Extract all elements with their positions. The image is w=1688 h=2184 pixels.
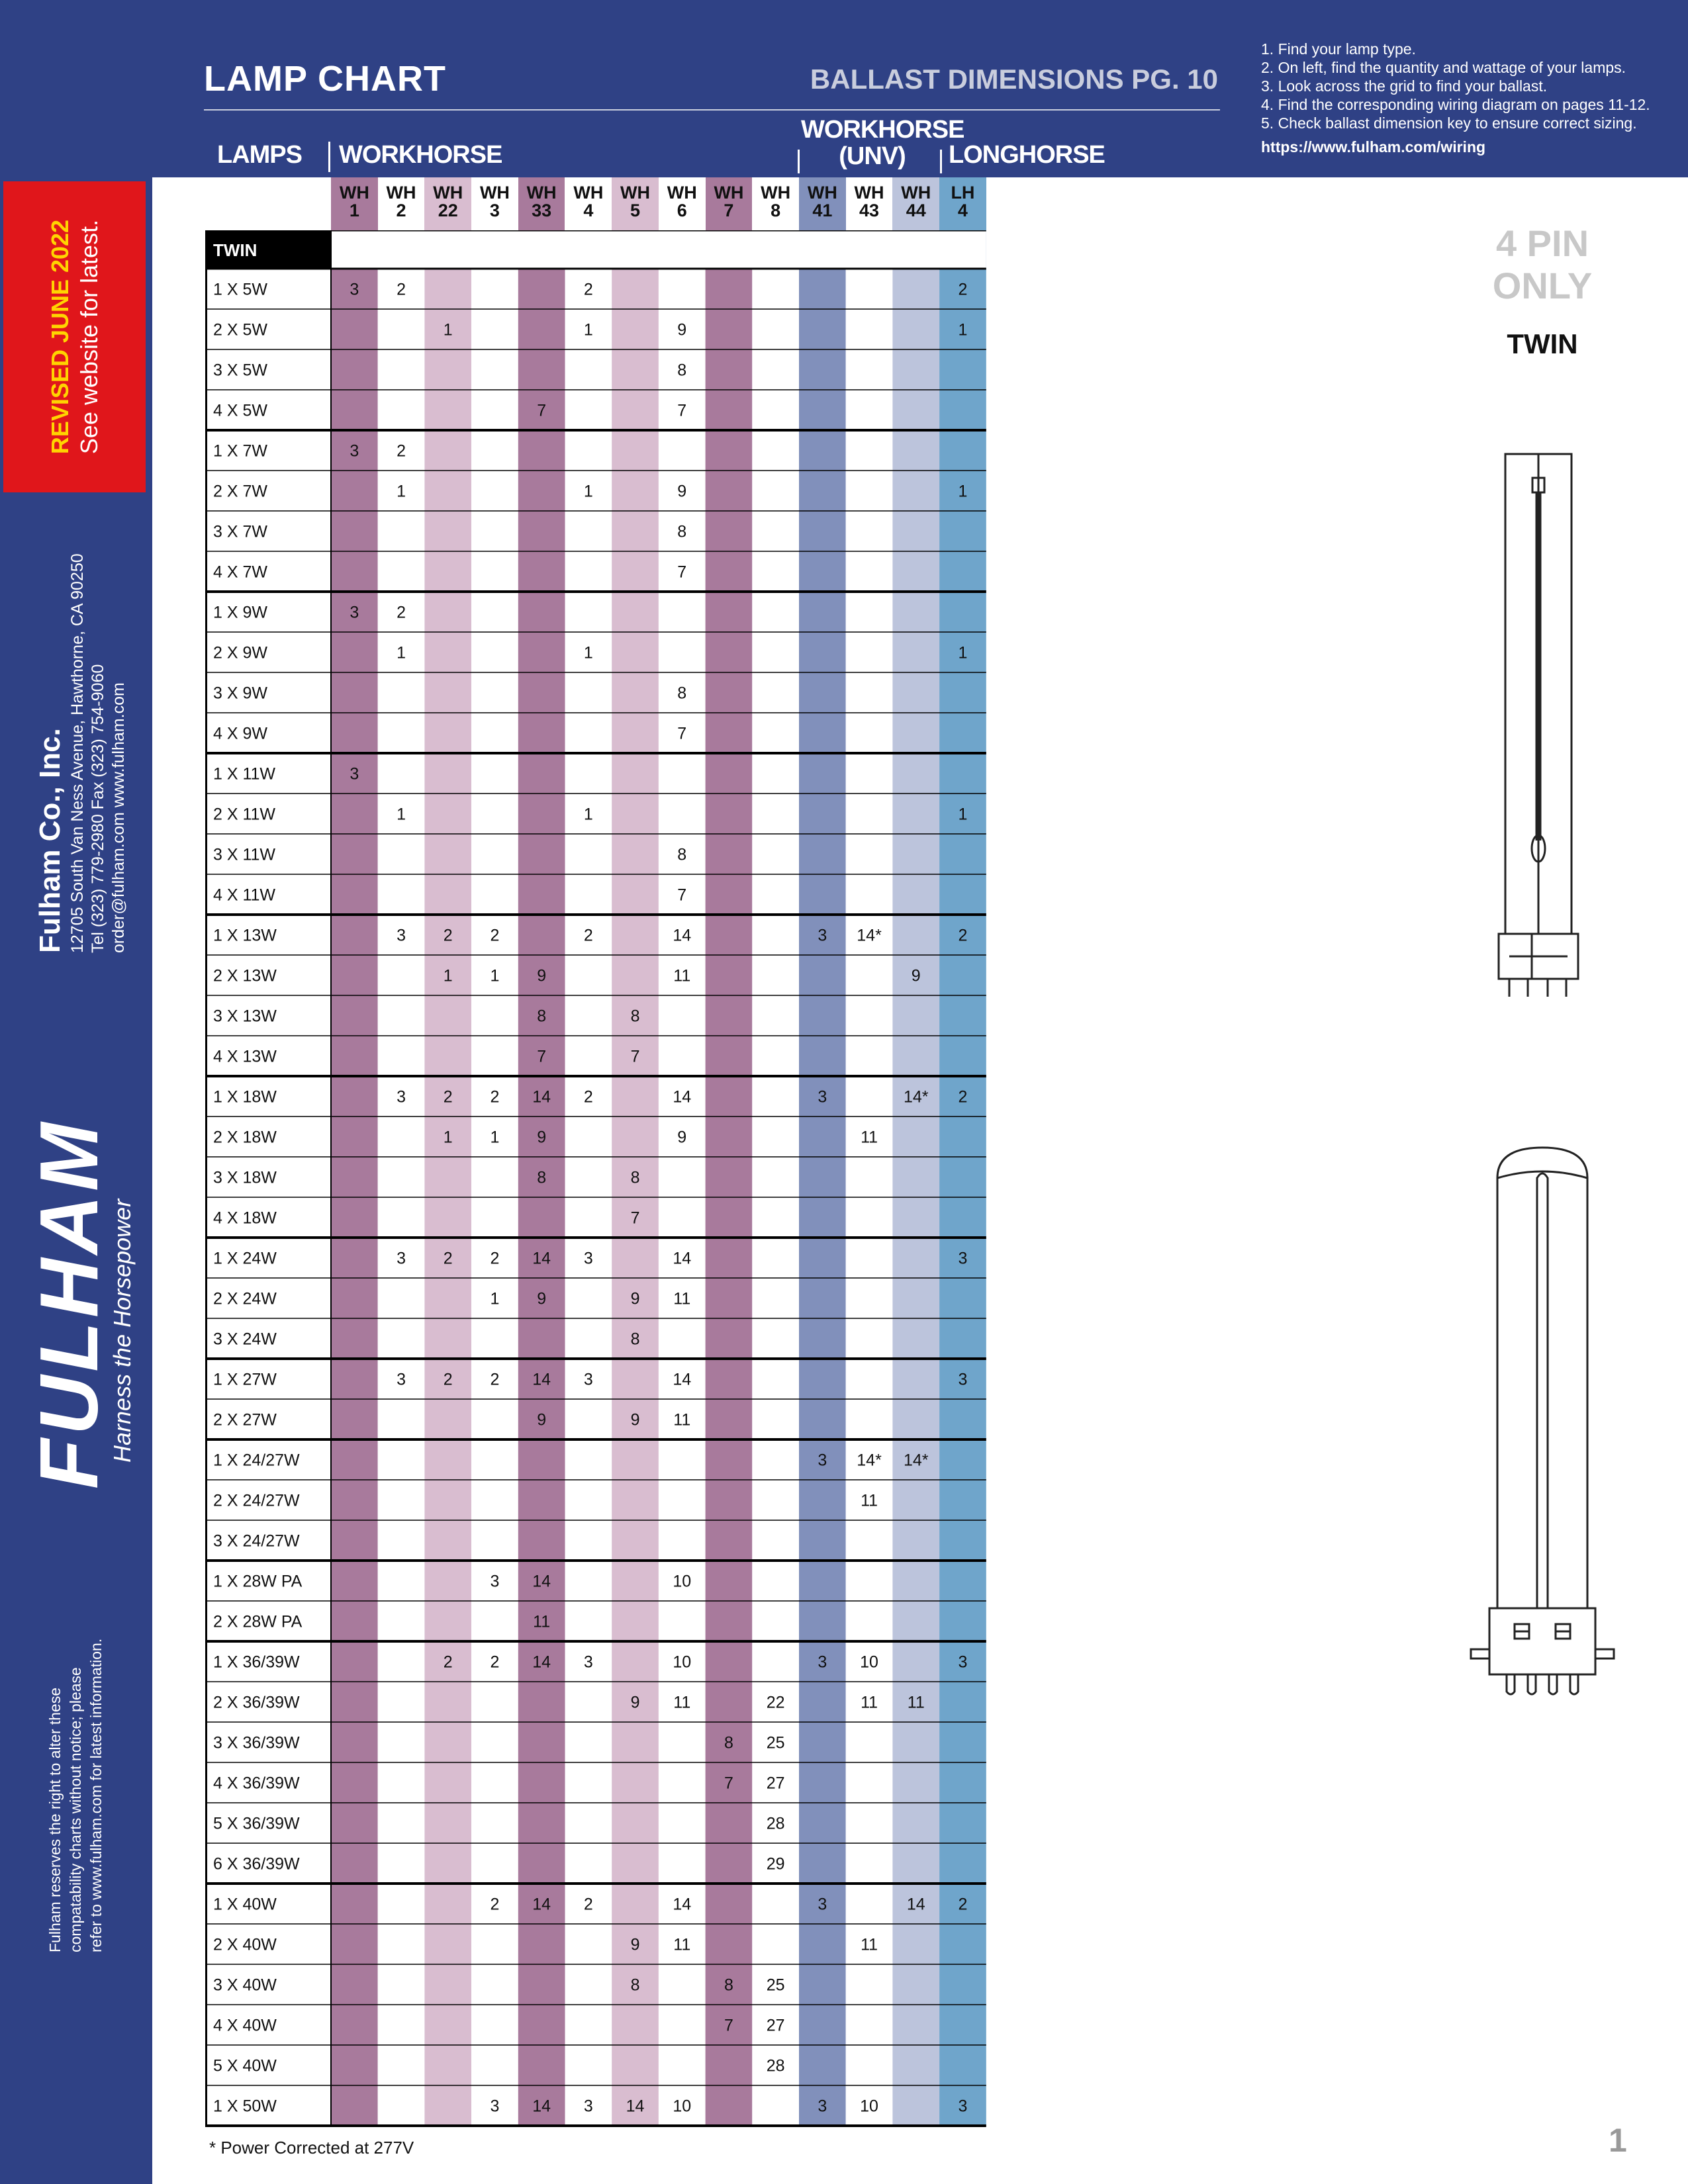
cell-value: 11	[673, 966, 691, 985]
row-label: 2 X 24W	[213, 1289, 277, 1308]
row-label: 1 X 24/27W	[213, 1451, 300, 1470]
row-label: 4 X 7W	[213, 563, 267, 582]
cell-value: 3	[490, 2097, 500, 2116]
cell-value: 8	[630, 1007, 640, 1026]
cell-value: 14	[532, 1572, 551, 1591]
cell-value: 3	[583, 1249, 593, 1268]
revised-date: REVISED JUNE 2022	[46, 219, 73, 455]
row-label: 3 X 7W	[213, 522, 267, 541]
column-header	[565, 184, 612, 220]
column-header-prefix: WH	[761, 183, 791, 203]
cell-value: 22	[766, 1693, 785, 1712]
cell-value: 2	[958, 280, 968, 299]
group-label-workhorse: WORKHORSE	[339, 141, 502, 169]
instructions	[1261, 40, 1650, 156]
column-header-prefix: WH	[386, 183, 416, 203]
lamp-base-flange	[1471, 1649, 1489, 1659]
cell-value: 2	[490, 1370, 500, 1389]
cell-value: 2	[583, 926, 593, 945]
pin-note-line1: 4 PIN	[1495, 222, 1589, 264]
cell-value: 14*	[857, 926, 882, 945]
cell-value: 2	[490, 926, 500, 945]
cell-value: 3	[397, 1370, 406, 1389]
lamp-pin	[1549, 1674, 1557, 1694]
column-header-number: 6	[677, 201, 687, 220]
instruction-step: 3. Look across the grid to find your ballast.	[1261, 77, 1548, 95]
cell-value: 10	[673, 1572, 692, 1591]
cell-value: 1	[583, 482, 593, 501]
column-header	[659, 184, 706, 220]
lamp-tube-divider	[1537, 1173, 1548, 1608]
cell-value: 11	[533, 1612, 551, 1631]
column-header-number: 22	[438, 201, 458, 220]
disclaimer-line: Fulham reserves the right to alter these	[46, 1687, 64, 1952]
cell-value: 9	[537, 1128, 547, 1147]
header-rule	[204, 109, 1220, 111]
cell-value: 27	[766, 2016, 785, 2035]
cell-value: 1	[490, 966, 500, 985]
cell-value: 14	[673, 1087, 692, 1107]
cell-value: 9	[677, 482, 687, 501]
column-header-prefix: WH	[667, 183, 697, 203]
column-header	[331, 184, 378, 220]
cell-value: 2	[490, 1895, 500, 1914]
column-header-prefix: WH	[479, 183, 510, 203]
lamp-pin	[1528, 1674, 1536, 1694]
cell-value: 3	[818, 1451, 827, 1470]
column-header-number: 44	[906, 201, 926, 220]
cell-value: 2	[583, 1087, 593, 1107]
column-band	[706, 230, 753, 2126]
disclaimer-line: refer to www.fulham.com for latest information.	[87, 1638, 105, 1952]
cell-value: 8	[677, 684, 687, 703]
group-label-lamps: LAMPS	[217, 141, 302, 169]
row-label: 2 X 18W	[213, 1128, 277, 1147]
cell-value: 14	[532, 2097, 551, 2116]
cell-value: 28	[766, 1814, 785, 1833]
twin-lamp-front-illustration	[1463, 443, 1582, 1013]
row-label: 1 X 9W	[213, 603, 267, 622]
row-label: 3 X 40W	[213, 1976, 277, 1995]
column-band	[565, 230, 612, 2126]
fulham-logo	[24, 1118, 136, 1489]
column-header-prefix: WH	[714, 183, 744, 203]
cell-value: 1	[958, 482, 968, 501]
column-header-number: 3	[489, 201, 500, 220]
cell-value: 3	[350, 764, 359, 784]
cell-value: 14	[532, 1087, 551, 1107]
lamp-tube-outline	[1497, 1148, 1587, 1608]
company-info	[33, 553, 129, 953]
row-label: 2 X 27W	[213, 1410, 277, 1430]
column-header-prefix: WH	[854, 183, 884, 203]
cell-value: 14*	[903, 1087, 929, 1107]
row-label: 2 X 36/39W	[213, 1693, 300, 1712]
pin-note-line2: ONLY	[1492, 265, 1593, 306]
group-divider	[798, 150, 800, 173]
cell-value: 3	[350, 603, 359, 622]
disclaimer	[45, 1639, 107, 1952]
column-header-number: 5	[630, 201, 641, 220]
lamp-compatibility-grid	[205, 230, 990, 2136]
column-header	[471, 184, 518, 220]
company-name: Fulham Co., Inc.	[34, 728, 66, 953]
cell-value: 9	[630, 1289, 640, 1308]
column-header-number: 4	[957, 201, 968, 220]
cell-value: 2	[958, 1895, 968, 1914]
cell-value: 3	[350, 441, 359, 461]
lamp-base	[1489, 1608, 1595, 1674]
cell-value: 1	[958, 320, 968, 340]
cell-value: 1	[958, 643, 968, 662]
cell-value: 2	[397, 441, 406, 461]
cell-value: 1	[958, 805, 968, 824]
column-band	[378, 230, 425, 2126]
row-label: 4 X 5W	[213, 401, 267, 420]
page-title: LAMP CHART	[204, 59, 446, 99]
cell-value: 7	[677, 724, 687, 743]
company-phone: Tel (323) 779-2980 Fax (323) 754-9060	[89, 664, 107, 953]
cell-value: 14	[532, 1370, 551, 1389]
cell-value: 25	[766, 1976, 785, 1995]
cell-value: 3	[818, 926, 827, 945]
column-header-number: 4	[583, 201, 594, 220]
logo-tagline: Harness the Horsepower	[109, 1199, 136, 1463]
cell-value: 3	[818, 1087, 827, 1107]
cell-value: 10	[860, 1653, 878, 1672]
instruction-step: 2. On left, find the quantity and wattage of your lamps.	[1261, 59, 1626, 76]
cell-value: 10	[673, 1653, 692, 1672]
row-label: 3 X 18W	[213, 1168, 277, 1187]
row-label: 1 X 7W	[213, 441, 267, 461]
pin-note	[1430, 222, 1655, 307]
cell-value: 1	[583, 805, 593, 824]
column-header-number: 41	[812, 201, 833, 220]
cell-value: 9	[630, 1935, 640, 1954]
cell-value: 11	[673, 1289, 691, 1308]
cell-value: 3	[350, 280, 359, 299]
column-band	[471, 230, 518, 2126]
cell-value: 2	[443, 1370, 453, 1389]
page-number: 1	[1609, 2122, 1627, 2159]
cell-value: 3	[818, 1895, 827, 1914]
cell-value: 1	[443, 320, 453, 340]
column-header	[612, 184, 659, 220]
row-label: 1 X 13W	[213, 926, 277, 945]
cell-value: 7	[630, 1208, 640, 1228]
cell-value: 2	[443, 1087, 453, 1107]
cell-value: 1	[397, 805, 406, 824]
cell-value: 3	[958, 1249, 968, 1268]
cell-value: 9	[537, 966, 547, 985]
cell-value: 9	[677, 1128, 687, 1147]
cell-value: 3	[818, 2097, 827, 2116]
column-header-prefix: WH	[339, 183, 369, 203]
cell-value: 14	[673, 1370, 692, 1389]
cell-value: 14*	[903, 1451, 929, 1470]
cell-value: 7	[537, 1047, 547, 1066]
cell-value: 2	[583, 1895, 593, 1914]
cell-value: 8	[630, 1976, 640, 1995]
row-label: 3 X 24W	[213, 1330, 277, 1349]
cell-value: 3	[958, 2097, 968, 2116]
row-label: 2 X 24/27W	[213, 1491, 300, 1510]
row-label: 2 X 40W	[213, 1935, 277, 1954]
row-label: 3 X 13W	[213, 1007, 277, 1026]
cell-value: 8	[630, 1330, 640, 1349]
cell-value: 2	[490, 1653, 500, 1672]
cell-value: 3	[818, 1653, 827, 1672]
row-label: 1 X 5W	[213, 280, 267, 299]
column-header	[799, 184, 846, 220]
lamp-type-label: TWIN	[1507, 328, 1578, 359]
cell-value: 1	[443, 1128, 453, 1147]
row-label: 1 X 36/39W	[213, 1653, 300, 1672]
cell-value: 7	[630, 1047, 640, 1066]
section-header-fill	[331, 230, 986, 269]
cell-value: 14	[532, 1249, 551, 1268]
row-label: 1 X 11W	[213, 764, 276, 784]
cell-value: 9	[630, 1410, 640, 1430]
cell-value: 10	[860, 2097, 878, 2116]
cell-value: 8	[724, 1976, 733, 1995]
cell-value: 14	[906, 1895, 925, 1914]
column-band	[846, 230, 893, 2126]
column-header	[424, 184, 471, 220]
column-band	[752, 230, 799, 2126]
footnote: * Power Corrected at 277V	[209, 2138, 414, 2158]
cell-value: 8	[724, 1733, 733, 1752]
column-band	[331, 230, 378, 2126]
instruction-step: 1. Find your lamp type.	[1261, 40, 1416, 58]
cell-value: 3	[958, 1653, 968, 1672]
cell-value: 2	[958, 1087, 968, 1107]
cell-value: 2	[490, 1087, 500, 1107]
column-band	[659, 230, 706, 2126]
row-label: 3 X 5W	[213, 361, 267, 380]
column-header-prefix: WH	[526, 183, 557, 203]
cell-value: 28	[766, 2056, 785, 2075]
cell-value: 3	[583, 1653, 593, 1672]
cell-value: 3	[397, 1087, 406, 1107]
cell-value: 8	[537, 1007, 547, 1026]
row-label: 5 X 40W	[213, 2056, 277, 2075]
cell-value: 7	[677, 401, 687, 420]
cell-value: 7	[724, 2016, 733, 2035]
row-label: 3 X 9W	[213, 684, 267, 703]
cell-value: 2	[443, 1653, 453, 1672]
column-header-number: 33	[532, 201, 552, 220]
group-divider	[328, 142, 330, 172]
cell-value: 9	[537, 1289, 547, 1308]
cell-value: 14	[673, 1895, 692, 1914]
cell-value: 1	[583, 643, 593, 662]
cell-value: 14*	[857, 1451, 882, 1470]
cell-value: 14	[673, 1249, 692, 1268]
cell-value: 2	[583, 280, 593, 299]
cell-value: 10	[673, 2097, 692, 2116]
revised-banner	[3, 181, 146, 492]
instruction-step: 4. Find the corresponding wiring diagram on pages 11-12.	[1261, 96, 1650, 113]
row-label: 2 X 28W PA	[213, 1612, 303, 1631]
disclaimer-line: compatability charts without notice; please	[67, 1667, 84, 1952]
cell-value: 9	[630, 1693, 640, 1712]
row-label: 2 X 9W	[213, 643, 267, 662]
ballast-dimensions-link[interactable]: BALLAST DIMENSIONS PG. 10	[810, 64, 1218, 95]
group-label-workhorse-unv-line1: WORKHORSE	[801, 116, 964, 144]
column-band	[939, 230, 986, 2126]
cell-value: 7	[724, 1774, 733, 1793]
cell-value: 1	[490, 1289, 500, 1308]
lamp-pin	[1570, 1674, 1578, 1694]
cell-value: 1	[443, 966, 453, 985]
cell-value: 11	[673, 1693, 691, 1712]
cell-value: 2	[397, 603, 406, 622]
column-header-prefix: LH	[951, 183, 975, 203]
row-label: 3 X 24/27W	[213, 1531, 300, 1551]
wiring-link[interactable]: https://www.fulham.com/wiring	[1261, 138, 1486, 156]
row-label: 1 X 50W	[213, 2097, 277, 2116]
row-label: 1 X 18W	[213, 1087, 277, 1107]
cell-value: 1	[397, 643, 406, 662]
lamp-tube-crown	[1497, 1171, 1587, 1178]
cell-value: 8	[677, 845, 687, 864]
column-header-prefix: WH	[433, 183, 463, 203]
cell-value: 3	[583, 2097, 593, 2116]
cell-value: 11	[861, 1128, 878, 1147]
group-label-workhorse-unv-line2: (UNV)	[839, 142, 906, 170]
column-band	[799, 230, 846, 2126]
cell-value: 29	[766, 1854, 785, 1874]
group-divider	[940, 150, 942, 173]
row-label: 2 X 7W	[213, 482, 267, 501]
column-header	[706, 184, 753, 220]
column-header	[518, 184, 565, 220]
column-header-prefix: WH	[573, 183, 604, 203]
company-contact: order@fulham.com www.fulham.com	[109, 682, 128, 953]
row-label: 1 X 28W PA	[213, 1572, 303, 1591]
cell-value: 3	[397, 1249, 406, 1268]
row-label: 3 X 36/39W	[213, 1733, 300, 1752]
cell-value: 1	[490, 1128, 500, 1147]
column-header-number: 1	[349, 201, 359, 220]
row-label: 1 X 40W	[213, 1895, 277, 1914]
cell-value: 9	[537, 1410, 547, 1430]
cell-value: 2	[443, 926, 453, 945]
column-header	[752, 184, 799, 220]
column-header-prefix: WH	[807, 183, 837, 203]
instruction-step: 5. Check ballast dimension key to ensure correct sizing.	[1261, 114, 1637, 132]
row-label: 6 X 36/39W	[213, 1854, 300, 1874]
column-header	[892, 184, 939, 220]
cell-value: 3	[397, 926, 406, 945]
cell-value: 1	[397, 482, 406, 501]
row-label: 5 X 36/39W	[213, 1814, 300, 1833]
cell-value: 2	[397, 280, 406, 299]
group-label-workhorse-unv	[801, 116, 964, 170]
row-label: 4 X 9W	[213, 724, 267, 743]
cell-value: 14	[532, 1653, 551, 1672]
group-label-longhorse: LONGHORSE	[949, 141, 1105, 169]
column-header-number: 8	[771, 201, 781, 220]
cell-value: 8	[537, 1168, 547, 1187]
column-header	[939, 184, 986, 220]
column-header-prefix: WH	[901, 183, 931, 203]
cell-value: 11	[861, 1935, 878, 1954]
cell-value: 8	[630, 1168, 640, 1187]
cell-value: 8	[677, 361, 687, 380]
row-label: 3 X 11W	[213, 845, 276, 864]
cell-value: 14	[626, 2097, 645, 2116]
cell-value: 3	[583, 1370, 593, 1389]
cell-value: 25	[766, 1733, 785, 1752]
column-header	[378, 184, 425, 220]
row-label: 4 X 18W	[213, 1208, 277, 1228]
cell-value: 11	[907, 1693, 925, 1712]
cell-value: 9	[911, 966, 921, 985]
row-label: 1 X 24W	[213, 1249, 277, 1268]
logo-wordmark: FULHAM	[24, 1118, 115, 1489]
cell-value: 11	[673, 1410, 691, 1430]
cell-value: 1	[583, 320, 593, 340]
column-header	[846, 184, 893, 220]
column-header-number: 43	[859, 201, 880, 220]
company-address: 12705 South Van Ness Avenue, Hawthorne, CA 90250	[68, 553, 87, 953]
row-label: 2 X 11W	[213, 805, 276, 824]
row-label: 2 X 5W	[213, 320, 267, 340]
lamp-base-flange	[1595, 1649, 1614, 1659]
cell-value: 7	[537, 401, 547, 420]
row-label: 4 X 36/39W	[213, 1774, 300, 1793]
cell-value: 9	[677, 320, 687, 340]
cell-value: 2	[490, 1249, 500, 1268]
column-header-prefix: WH	[620, 183, 651, 203]
column-header-number: 7	[724, 201, 734, 220]
cell-value: 14	[532, 1895, 551, 1914]
row-label: 4 X 11W	[213, 886, 276, 905]
row-label: 4 X 40W	[213, 2016, 277, 2035]
cell-value: 11	[861, 1491, 878, 1510]
cell-value: 11	[673, 1935, 691, 1954]
lamp-pin	[1507, 1674, 1515, 1694]
cell-value: 11	[861, 1693, 878, 1712]
column-header-number: 2	[396, 201, 406, 220]
cell-value: 3	[958, 1370, 968, 1389]
cell-value: 7	[677, 886, 687, 905]
twin-lamp-side-illustration	[1463, 1138, 1622, 1707]
cell-value: 3	[490, 1572, 500, 1591]
cell-value: 2	[958, 926, 968, 945]
cell-value: 14	[673, 926, 692, 945]
cell-value: 7	[677, 563, 687, 582]
column-band	[424, 230, 471, 2126]
cell-value: 2	[443, 1249, 453, 1268]
column-band	[892, 230, 939, 2126]
section-label: TWIN	[213, 240, 258, 260]
cell-value: 8	[677, 522, 687, 541]
row-label: 2 X 13W	[213, 966, 277, 985]
row-label: 4 X 13W	[213, 1047, 277, 1066]
revised-note: See website for latest.	[75, 219, 103, 455]
cell-value: 27	[766, 1774, 785, 1793]
row-label: 1 X 27W	[213, 1370, 277, 1389]
